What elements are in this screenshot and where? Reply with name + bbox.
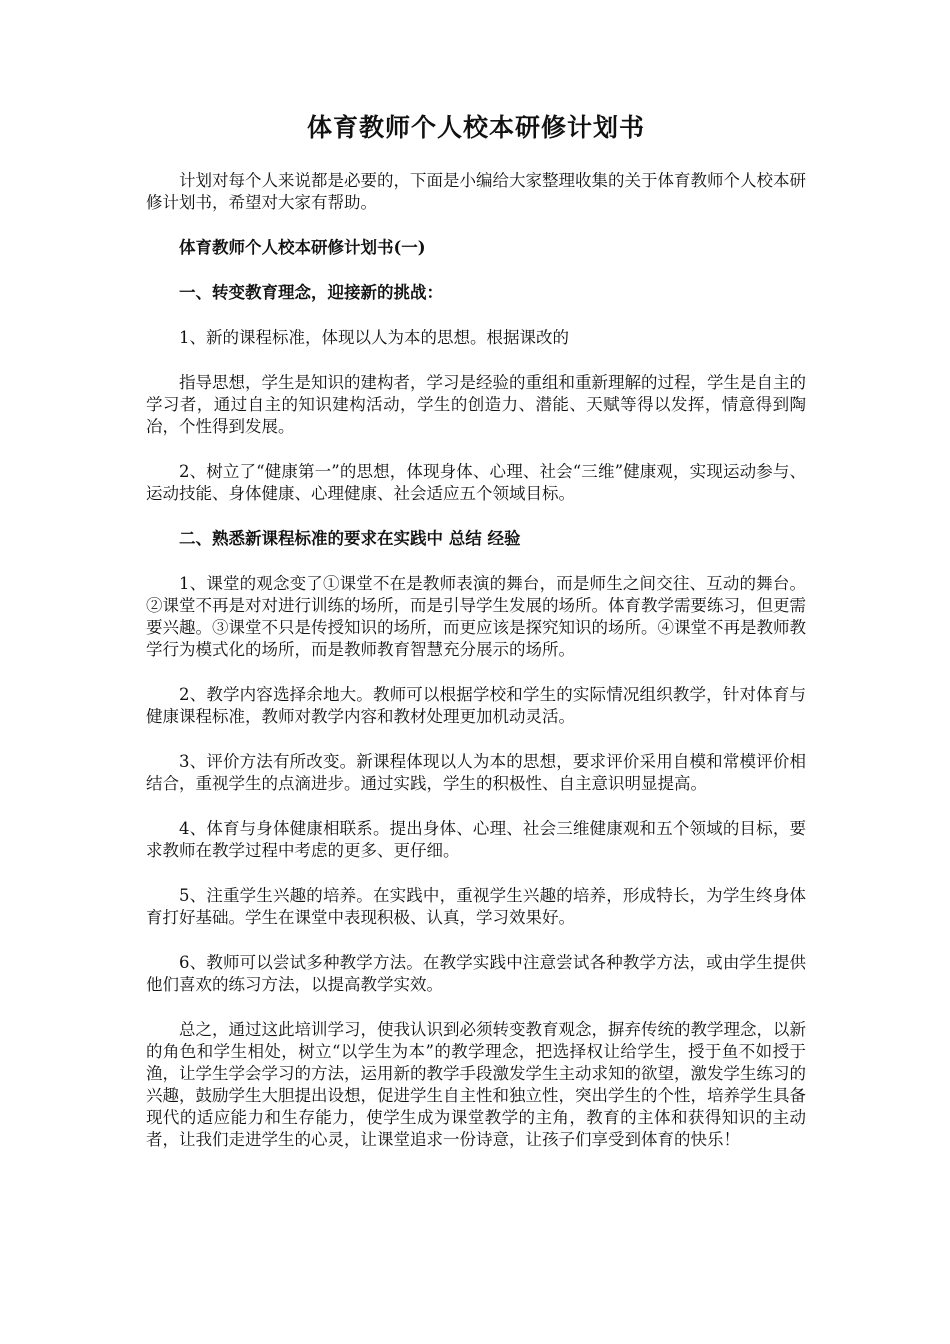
body-paragraph: 6、教师可以尝试多种教学方法。在教学实践中注意尝试各种教学方法，或由学生提供他们喜欢的练习方法，以提高教学实效。	[146, 953, 806, 994]
paragraph-spacer	[146, 929, 806, 952]
body-paragraph: 1、课堂的观念变了①课堂不在是教师表演的舞台，而是师生之间交往、互动的舞台。②课堂不再是对对进行训练的场所，而是引导学生发展的场所。体育教学需要练习，但更需要兴趣。③课堂不只是传授知识的场所，而更应该是探究知识的场所。④课堂不再是教师教学行为模式化的场所，而是教师教育智慧充分展示的场所。	[146, 574, 806, 659]
document-page	[146, 110, 806, 1151]
body-paragraph: 3、评价方法有所改变。新课程体现以人为本的思想，要求评价采用自模和常模评价相结合，重视学生的点滴进步。通过实践，学生的积极性、自主意识明显提高。	[146, 752, 806, 793]
body-paragraph: 2、教学内容选择余地大。教师可以根据学校和学生的实际情况组织教学，针对体育与健康课程标准，教师对教学内容和教材处理更加机动灵活。	[146, 685, 806, 726]
paragraph-spacer	[146, 862, 806, 885]
paragraph-spacer	[146, 349, 806, 372]
paragraph-spacer	[146, 728, 806, 751]
body-paragraph: 1、新的课程标准，体现以人为本的思想。根据课改的	[179, 328, 569, 347]
paragraph-spacer	[146, 505, 806, 528]
intro-paragraph: 计划对每个人来说都是必要的，下面是小编给大家整理收集的关于体育教师个人校本研修计划书，希望对大家有帮助。	[146, 171, 806, 212]
paragraph-spacer	[146, 438, 806, 461]
paragraph-spacer	[146, 304, 806, 327]
section-heading-1: 一、转变教育理念，迎接新的挑战：	[179, 283, 443, 302]
paragraph-spacer	[146, 996, 806, 1019]
body-paragraph: 5、注重学生兴趣的培养。在实践中，重视学生兴趣的培养，形成特长，为学生终身体育打好基础。学生在课堂中表现积极、认真，学习效果好。	[146, 886, 806, 927]
paragraph-spacer	[146, 214, 806, 237]
body-paragraph: 4、体育与身体健康相联系。提出身体、心理、社会三维健康观和五个领域的目标，要求教师在教学过程中考虑的更多、更仔细。	[146, 819, 806, 860]
paragraph-spacer	[146, 550, 806, 573]
paragraph-spacer	[146, 795, 806, 818]
paragraph-spacer	[146, 259, 806, 282]
section-heading-plan-one: 体育教师个人校本研修计划书(一)	[179, 238, 426, 257]
conclusion-paragraph: 总之，通过这此培训学习，使我认识到必须转变教育观念，摒弃传统的教学理念，以新的角色和学生相处，树立“以学生为本”的教学理念，把选择权让给学生，授于鱼不如授于渔，让学生学会学习的方法，运用新的教学手段激发学生主动求知的欲望，激发学生练习的兴趣，鼓励学生大胆提出设想，促进学生自主性和独立性，突出学生的个性，培养学生具备现代的适应能力和生存能力，使学生成为课堂教学的主角，教育的主体和获得知识的主动者，让我们走进学生的心灵，让课堂追求一份诗意，让孩子们享受到体育的快乐！	[146, 1020, 806, 1149]
body-paragraph: 2、树立了“健康第一”的思想，体现身体、心理、社会“三维”健康观，实现运动参与、运动技能、身体健康、心理健康、社会适应五个领域目标。	[146, 462, 806, 503]
section-heading-2: 二、熟悉新课程标准的要求在实践中 总结 经验	[179, 529, 521, 548]
body-paragraph: 指导思想，学生是知识的建构者，学习是经验的重组和重新理解的过程，学生是自主的学习者，通过自主的知识建构活动，学生的创造力、潜能、天赋等得以发挥，情意得到陶冶，个性得到发展。	[146, 373, 806, 436]
paragraph-spacer	[146, 661, 806, 684]
document-title: 体育教师个人校本研修计划书	[306, 113, 645, 142]
